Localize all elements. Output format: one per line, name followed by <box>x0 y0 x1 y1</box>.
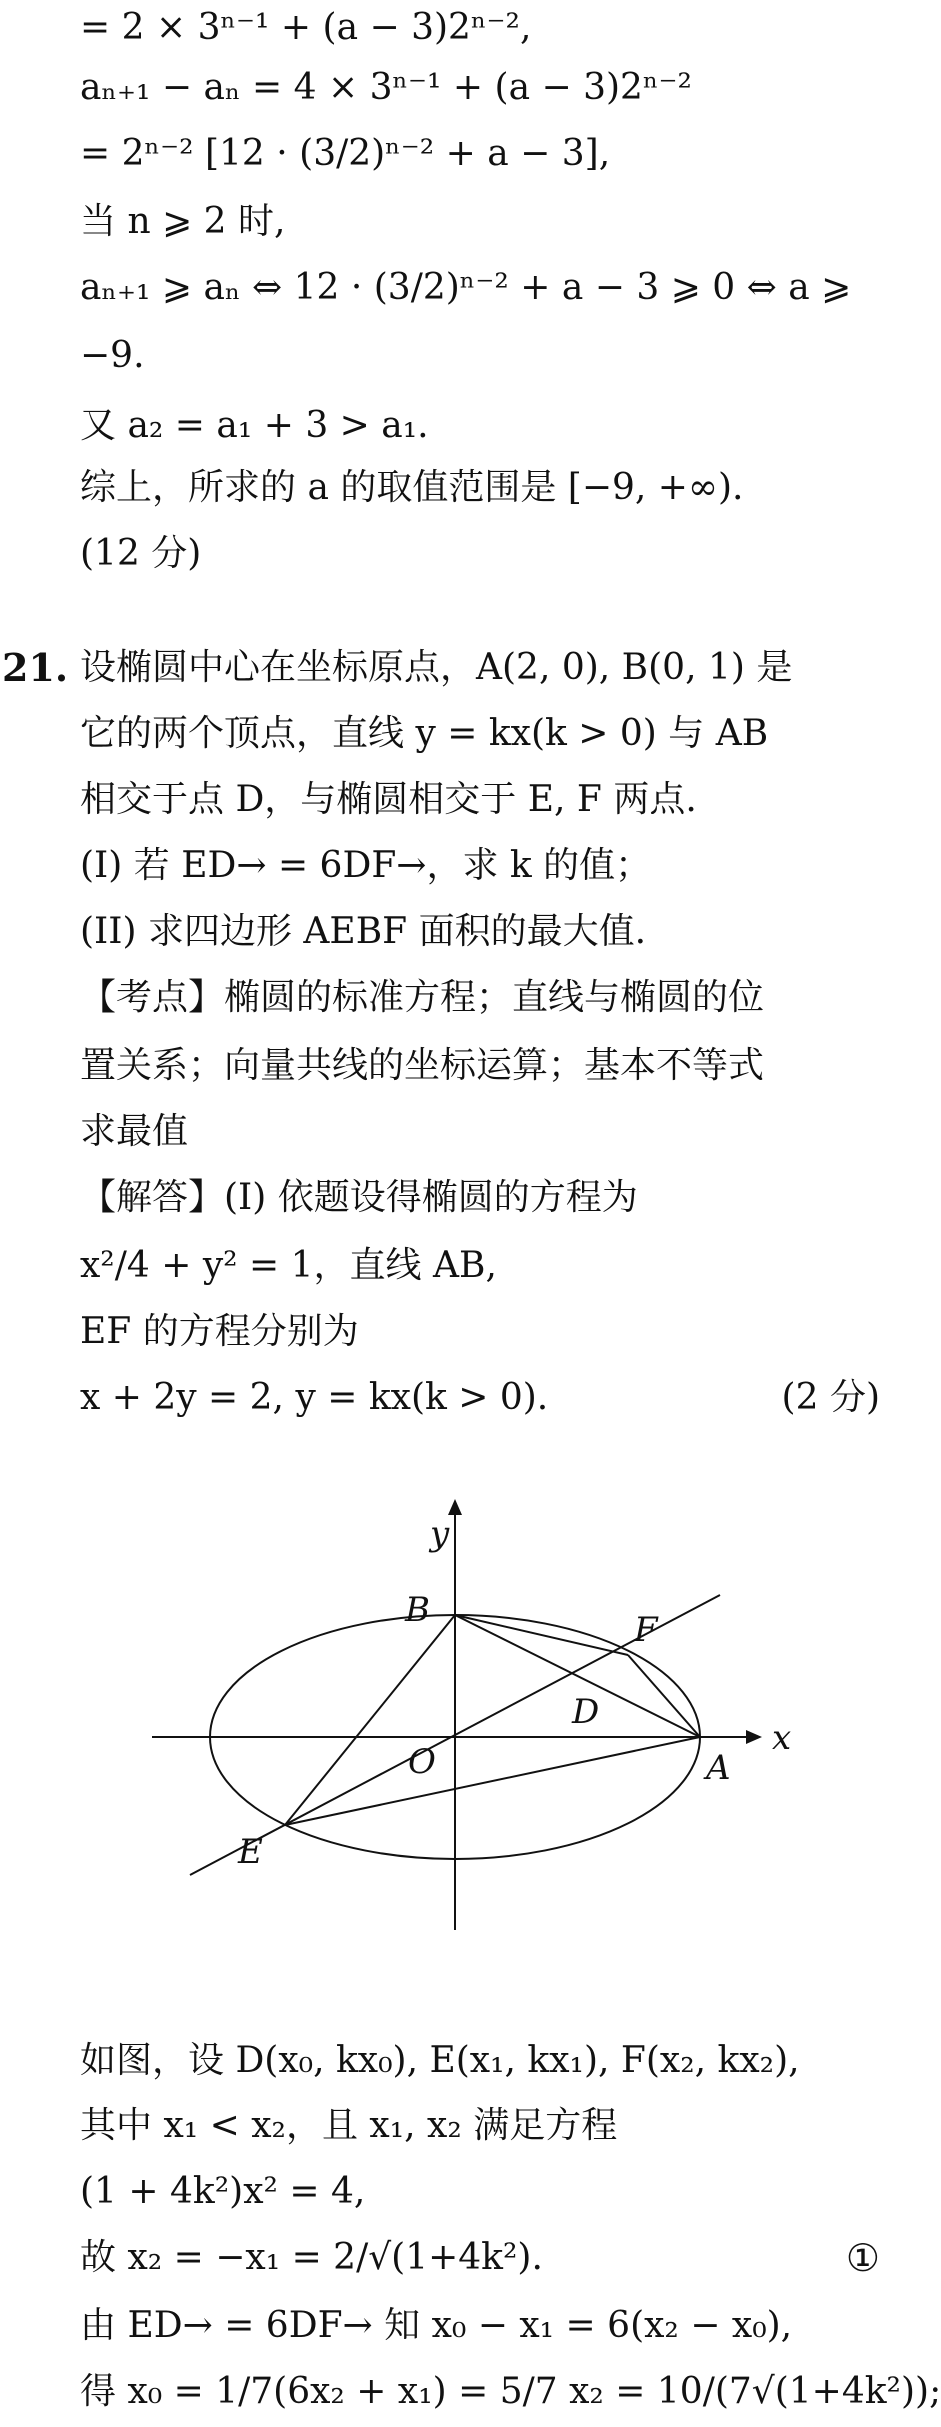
answer-line: (1 + 4k²)x² = 4, <box>80 2171 366 2212</box>
text-line: = 2 × 3ⁿ⁻¹ + (a − 3)2ⁿ⁻², <box>80 7 532 48</box>
text-line: = 2ⁿ⁻² [12 · (3/2)ⁿ⁻² + a − 3], <box>80 133 611 174</box>
answer-line: 其中 x₁ < x₂，且 x₁, x₂ 满足方程 <box>80 2105 618 2146</box>
segment-BF <box>455 1615 628 1655</box>
equation-marker: ① <box>845 2236 880 2280</box>
question-stem-line: 设椭圆中心在坐标原点，A(2, 0), B(0, 1) 是 <box>80 647 793 688</box>
text-line: aₙ₊₁ ⩾ aₙ ⇔ 12 · (3/2)ⁿ⁻² + a − 3 ⩾ 0 ⇔ a ⩾ <box>80 267 852 308</box>
score-mark: (2 分) <box>781 1377 880 1418</box>
question-stem-line: 它的两个顶点，直线 y = kx(k > 0) 与 AB <box>80 713 769 754</box>
segment-FA <box>628 1655 700 1737</box>
answer-line: 故 x₂ = −x₁ = 2/√(1+4k²). <box>80 2237 543 2278</box>
text-line: 当 n ⩾ 2 时, <box>80 201 286 242</box>
ellipse-figure <box>140 1495 792 1935</box>
answer-line: 得 x₀ = 1/7(6x₂ + x₁) = 5/7 x₂ = 10/(7√(1+4k²)); <box>80 2371 941 2412</box>
answer-line: x + 2y = 2, y = kx(k > 0). <box>80 1377 549 1418</box>
question-part-2: (II) 求四边形 AEBF 面积的最大值. <box>80 911 647 952</box>
label-x: x <box>772 1718 792 1758</box>
label-E: E <box>238 1832 263 1872</box>
question-number: 21. <box>2 645 69 690</box>
label-y: y <box>430 1514 450 1554</box>
y-axis-arrow-icon <box>448 1499 462 1515</box>
label-B: B <box>405 1590 430 1630</box>
text-line: −9. <box>80 335 145 376</box>
question-part-1: (I) 若 ED→ = 6DF→，求 k 的值； <box>80 845 652 886</box>
kaodian-line: 求最值 <box>80 1111 189 1152</box>
label-O: O <box>408 1742 436 1782</box>
label-D: D <box>572 1692 600 1732</box>
ellipse-diagram <box>140 1495 792 1935</box>
kaodian-line: 【考点】椭圆的标准方程；直线与椭圆的位 <box>80 977 765 1018</box>
text-line: 又 a₂ = a₁ + 3 > a₁. <box>80 405 429 446</box>
text-line: 综上，所求的 a 的取值范围是 [−9, +∞). <box>80 467 744 508</box>
kaodian-line: 置关系；向量共线的坐标运算；基本不等式 <box>80 1045 765 1086</box>
answer-line: 【解答】(I) 依题设得椭圆的方程为 <box>80 1177 638 1218</box>
label-A: A <box>706 1748 731 1788</box>
question-stem-line: 相交于点 D，与椭圆相交于 E, F 两点. <box>80 779 697 820</box>
answer-line: 如图，设 D(x₀, kx₀), E(x₁, kx₁), F(x₂, kx₂), <box>80 2040 800 2081</box>
score-line: (12 分) <box>80 533 202 574</box>
x-axis-arrow-icon <box>746 1730 762 1744</box>
label-F: F <box>634 1610 658 1650</box>
answer-line: EF 的方程分别为 <box>80 1311 359 1352</box>
answer-line: 由 ED→ = 6DF→ 知 x₀ − x₁ = 6(x₂ − x₀), <box>80 2305 793 2346</box>
answer-line: x²/4 + y² = 1，直线 AB, <box>80 1245 497 1286</box>
segment-EA <box>285 1737 700 1825</box>
text-line: aₙ₊₁ − aₙ = 4 × 3ⁿ⁻¹ + (a − 3)2ⁿ⁻² <box>80 67 692 108</box>
